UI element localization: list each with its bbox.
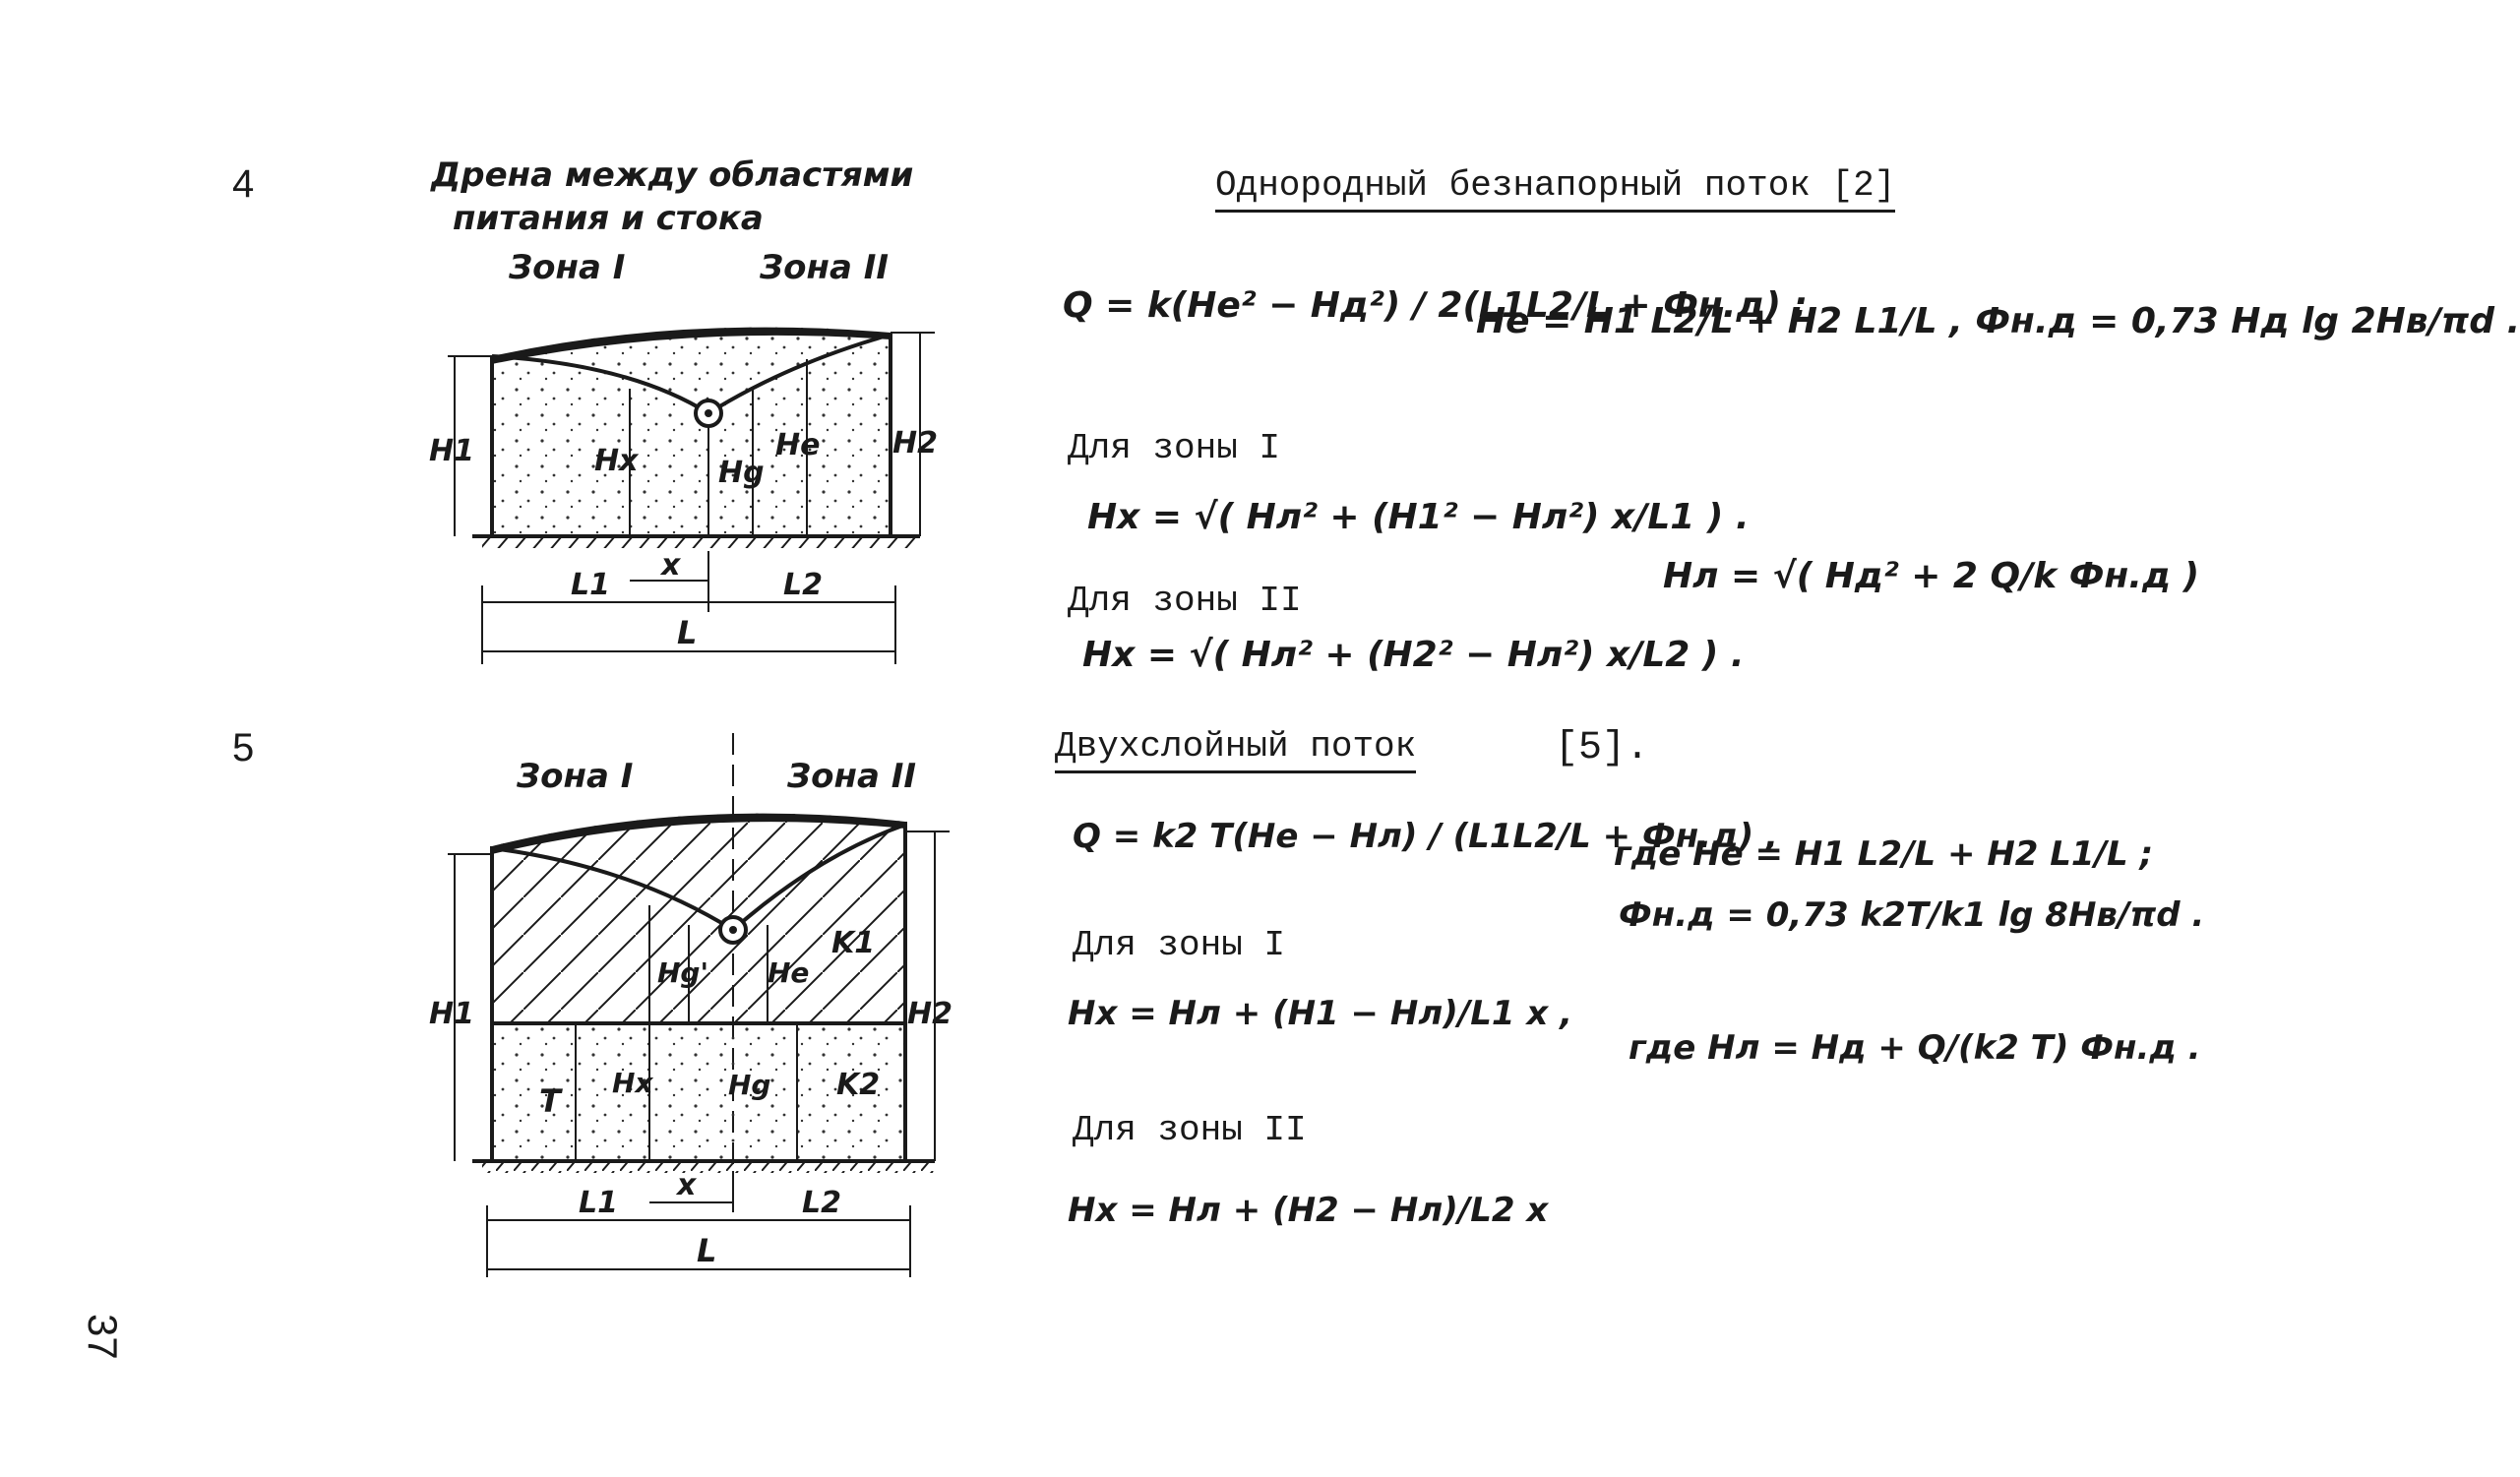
label-hg-prime: Hg' [657,956,709,989]
formula-where-he: где He = H1 L2/L + H2 L1/L ; [1614,834,2154,874]
label-k1: K1 [831,926,876,960]
formula-q: Q = k(He² − Hд²) / 2(L1L2/L + Фн.д) ; [1063,285,1808,326]
label-h1: H1 [429,997,474,1031]
label-l: L [677,614,698,651]
zone2-formula: Hx = √( Hл² + (H2² − Hл²) x/L2 ) . [1082,635,1745,675]
label-l2: L2 [802,1186,841,1220]
formula-he: He = H1 L2/L + H2 L1/L , Фн.д = 0,73 Hд lg 2Hв/πd . [1476,301,2520,341]
label-hg: Hg [728,1069,771,1101]
section-heading: Двухслойный поток [1055,726,1416,773]
label-h2: H2 [892,426,938,461]
page-number: 37 [80,1314,126,1360]
zone1-title: Для зоны I [1073,925,1286,965]
label-x: x [661,548,681,583]
zone1-label: Зона I [517,757,634,796]
label-he: He [775,428,821,462]
label-h1: H1 [429,434,474,468]
section-reference: [5]. [1555,726,1650,770]
item-number: 5 [232,726,255,769]
drain-diagram-homogeneous [413,236,964,689]
label-l1: L1 [571,568,610,602]
label-hg: Hg [718,456,765,490]
label-hx: Hx [612,1067,653,1099]
label-l: L [697,1232,717,1269]
formula-where-phi: Фн.д = 0,73 k2T/k1 lg 8Hв/πd . [1619,895,2205,935]
zone2-title: Для зоны II [1068,581,1302,621]
zone2-formula: Hx = Hл + (H2 − Hл)/L2 x [1068,1191,1549,1230]
label-k2: K2 [836,1068,881,1102]
label-t: T [539,1082,561,1120]
figure-caption-line2: питания и стока [453,199,764,238]
label-hx: Hx [594,444,639,478]
formula-q: Q = k2 T(He − Hл) / (L1L2/L + Фн.д) , [1073,817,1778,856]
figure-caption-line1: Дрена между областями [431,155,914,195]
item-number: 4 [232,162,255,206]
zone2-label: Зона II [787,757,917,796]
zone1-title: Для зоны I [1068,428,1281,468]
zone1-label: Зона I [509,248,626,287]
label-he: He [768,956,810,989]
section-heading: Однородный безнапорный поток [2] [1215,165,1895,213]
label-h2: H2 [907,997,953,1031]
zone1-formula: Hx = Hл + (H1 − Hл)/L1 x , [1068,994,1573,1033]
label-x: x [677,1168,697,1202]
zone2-label: Зона II [760,248,890,287]
formula-where-hl: где Hл = Hд + Q/(k2 T) Фн.д . [1629,1028,2201,1068]
zone2-title: Для зоны II [1073,1110,1307,1150]
drain-diagram-two-layer [413,728,964,1279]
label-l1: L1 [579,1186,618,1220]
formula-hl: Hл = √( Hд² + 2 Q/k Фн.д ) [1663,556,2200,596]
label-l2: L2 [783,568,823,602]
zone1-formula: Hx = √( Hл² + (H1² − Hл²) x/L1 ) . [1087,497,1750,537]
